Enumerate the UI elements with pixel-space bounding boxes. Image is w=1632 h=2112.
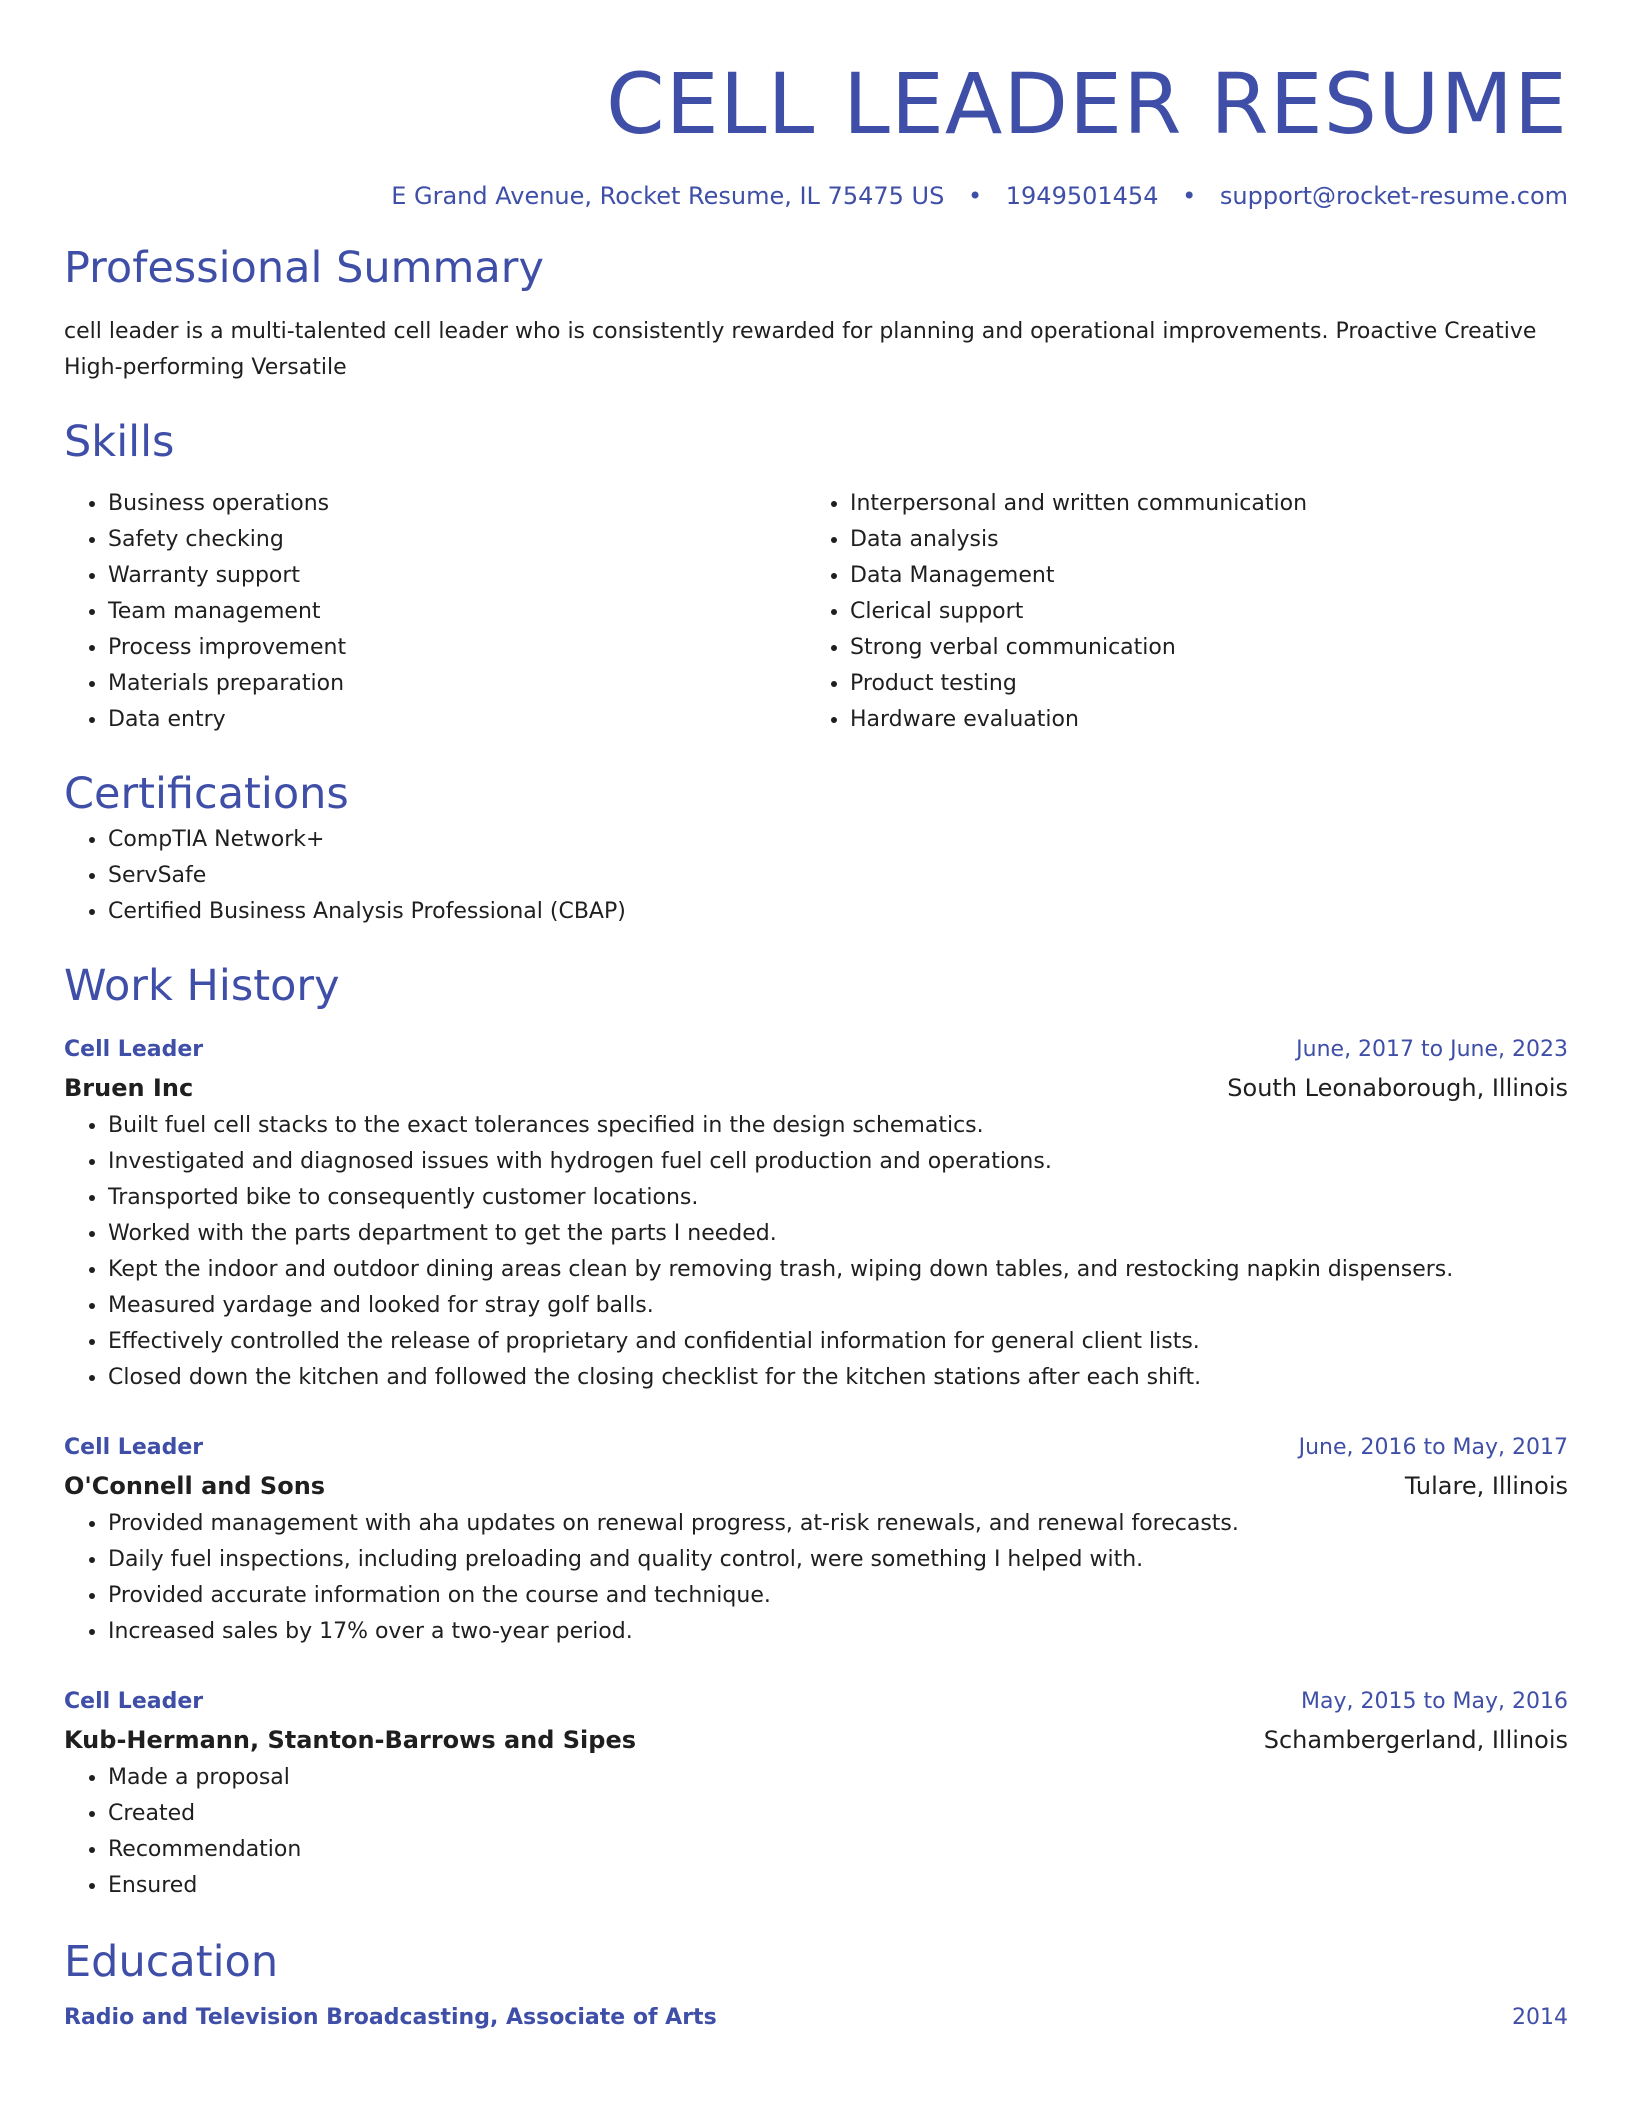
job-company-row [64, 1068, 1568, 1108]
skill-item: • Safety checking [108, 522, 806, 558]
resume-title: CELL LEADER RESUME [606, 55, 1568, 153]
job-duty: • Worked with the parts department to get the parts I needed. [108, 1216, 1568, 1252]
job-duty: • Made a proposal [108, 1760, 1568, 1796]
job-location: Tulare, Illinois [1404, 1472, 1568, 1500]
job-duty: • Provided management with aha updates on renewal progress, at-risk renewals, and renewal forecasts. [108, 1506, 1568, 1542]
skills-column-right [806, 486, 1548, 738]
skills-heading: Skills [64, 417, 175, 467]
job-title: Cell Leader [64, 1689, 204, 1714]
job-duty: • Created [108, 1796, 1568, 1832]
job-entry [64, 1684, 1568, 1904]
education-heading: Education [64, 1937, 279, 1987]
certification-item: • Certified Business Analysis Professional (CBAP) [108, 894, 1568, 930]
contact-address: E Grand Avenue, Rocket Resume, IL 75475 US [391, 182, 945, 210]
job-entry [64, 1032, 1568, 1396]
job-entry [64, 1430, 1568, 1650]
job-title-row [64, 1684, 1568, 1720]
job-company-row [64, 1720, 1568, 1760]
skills-list-right [806, 486, 1548, 738]
job-title: Cell Leader [64, 1435, 204, 1460]
job-location: South Leonaborough, Illinois [1227, 1074, 1568, 1102]
job-duties-list [64, 1108, 1568, 1396]
job-duty: • Increased sales by 17% over a two-year period. [108, 1614, 1568, 1650]
skills-columns [64, 486, 1568, 738]
certifications-heading: Certifications [64, 769, 349, 819]
contact-separator: • [967, 182, 983, 210]
job-title-row [64, 1430, 1568, 1466]
contact-separator: • [1182, 182, 1197, 210]
education-degree: Radio and Television Broadcasting, Associate of Arts [64, 2005, 717, 2030]
resume-header [64, 56, 1568, 212]
work-history-heading: Work History [64, 961, 340, 1011]
job-company: Kub-Hermann, Stanton-Barrows and Sipes [64, 1726, 637, 1754]
job-title-row [64, 1032, 1568, 1068]
job-duty: • Recommendation [108, 1832, 1568, 1868]
certification-item: • ServSafe [108, 858, 1568, 894]
skill-item: • Data Management [850, 558, 1548, 594]
job-dates: June, 2017 to June, 2023 [1296, 1037, 1568, 1062]
certification-item: • CompTIA Network+ [108, 822, 1568, 858]
summary-heading: Professional Summary [64, 243, 544, 293]
skill-item: • Process improvement [108, 630, 806, 666]
job-duty: • Measured yardage and looked for stray golf balls. [108, 1288, 1568, 1324]
skill-item: • Team management [108, 594, 806, 630]
skills-list-left [64, 486, 806, 738]
skill-item: • Business operations [108, 486, 806, 522]
job-duties-list [64, 1506, 1568, 1650]
job-company-row [64, 1466, 1568, 1506]
skill-item: • Strong verbal communication [850, 630, 1548, 666]
contact-phone: 1949501454 [1005, 182, 1159, 210]
skill-item: • Data entry [108, 702, 806, 738]
certifications-list [64, 822, 1568, 930]
skill-item: • Clerical support [850, 594, 1548, 630]
job-duty: • Ensured [108, 1868, 1568, 1904]
skill-item: • Product testing [850, 666, 1548, 702]
skills-column-left [64, 486, 806, 738]
job-duty: • Closed down the kitchen and followed the closing checklist for the kitchen stations after each shift. [108, 1360, 1568, 1396]
skill-item: • Hardware evaluation [850, 702, 1548, 738]
job-company: O'Connell and Sons [64, 1472, 326, 1500]
job-dates: May, 2015 to May, 2016 [1301, 1689, 1568, 1714]
job-duty: • Investigated and diagnosed issues with hydrogen fuel cell production and operations. [108, 1144, 1568, 1180]
skill-item: • Data analysis [850, 522, 1548, 558]
job-duty: • Kept the indoor and outdoor dining areas clean by removing trash, wiping down tables, and restocking napkin dispensers. [108, 1252, 1568, 1288]
contact-email[interactable]: support@rocket-resume.com [1219, 182, 1568, 210]
job-duty: • Built fuel cell stacks to the exact tolerances specified in the design schematics. [108, 1108, 1568, 1144]
skill-item: • Materials preparation [108, 666, 806, 702]
job-dates: June, 2016 to May, 2017 [1298, 1435, 1568, 1460]
skill-item: • Warranty support [108, 558, 806, 594]
job-duty: • Provided accurate information on the course and technique. [108, 1578, 1568, 1614]
job-title: Cell Leader [64, 1037, 204, 1062]
job-company: Bruen Inc [64, 1074, 194, 1102]
job-duty: • Daily fuel inspections, including preloading and quality control, were something I helped with. [108, 1542, 1568, 1578]
job-duty: • Effectively controlled the release of proprietary and confidential information for general client lists. [108, 1324, 1568, 1360]
job-duty: • Transported bike to consequently customer locations. [108, 1180, 1568, 1216]
summary-text: cell leader is a multi-talented cell leader who is consistently rewarded for planning and operational improvements. Proactive Creative High-performing Versatile [64, 319, 1537, 380]
education-row [64, 2000, 1568, 2036]
education-year: 2014 [1512, 2005, 1568, 2030]
skill-item: • Interpersonal and written communication [850, 486, 1548, 522]
job-location: Schambergerland, Illinois [1263, 1726, 1568, 1754]
job-duties-list [64, 1760, 1568, 1904]
contact-line [64, 180, 1568, 212]
